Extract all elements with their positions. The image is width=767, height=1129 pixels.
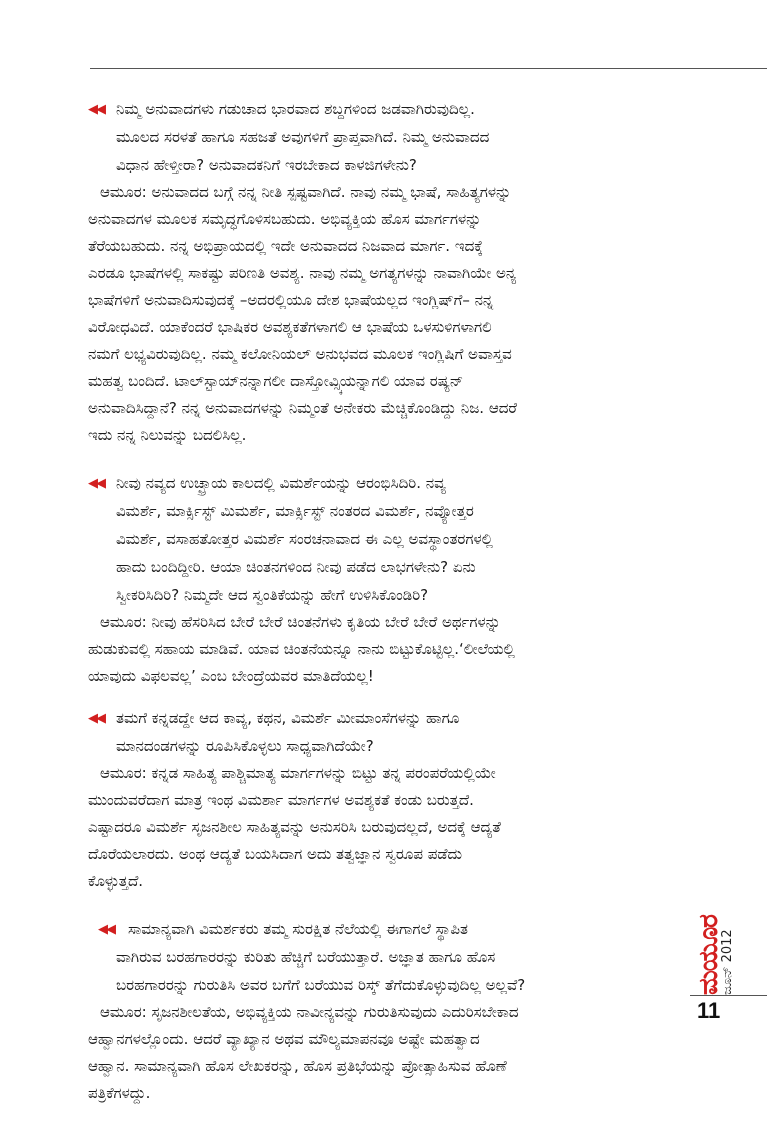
qa-block [88,915,648,1107]
question-line: ವಿಮರ್ಶೆ, ವಸಾಹತೋತ್ತರ ವಿಮರ್ಶೆ ಸಂರಚನಾವಾದ ಈ ಎಲ್ಲ ಅವಸ್ಥಾಂತರಗಳಲ್ಲಿ [116,530,493,548]
top-rule [90,68,767,69]
question [88,915,648,999]
question-line: ಮೂಲದ ಸರಳತೆ ಹಾಗೂ ಸಹಜತೆ ಅವುಗಳಿಗೆ ಪ್ರಾಪ್ತವಾಗಿದೆ. ನಿಮ್ಮ ಅನುವಾದದ [116,128,490,146]
interview-body [88,95,648,1129]
answer-line: ಮಹತ್ವ ಬಂದಿದೆ. ಟಾಲ್‌ಸ್ಟಾಯ್‌ನನ್ನಾಗಲೀ ದಾಸ್ತೋವ್ಸ್ಕಿಯನ್ನಾಗಲಿ ಯಾವ ರಷ್ಯನ್ [88,372,464,390]
question-line: ಹಾದು ಬಂದಿದ್ದೀರಿ. ಆಯಾ ಚಿಂತನಗಳಿಂದ ನೀವು ಪಡೆದ ಲಾಭಗಳೇನು? ಏನು [116,558,476,576]
question-marker-icon: ◀◀ [88,476,104,491]
question-line: ವಾಗಿರುವ ಬರಹಗಾರರನ್ನು ಕುರಿತು ಹೆಚ್ಚಿಗೆ ಬರೆಯುತ್ತಾರೆ. ಅಜ್ಞಾತ ಹಾಗೂ ಹೊಸ [116,948,496,966]
answer-line: ವಿರೋಧವಿದೆ. ಯಾಕೆಂದರೆ ಭಾಷಿಕರ ಅವಶ್ಯಕತೆಗಳಾಗಲಿ ಆ ಭಾಷೆಯ ಒಳಸುಳಿಗಳಾಗಲಿ [88,318,492,336]
answer-line: ಆಹ್ವಾನ. ಸಾಮಾನ್ಯವಾಗಿ ಹೊಸ ಲೇಖಕರನ್ನು, ಹೊಸ ಪ್ರತಿಭೆಯನ್ನು ಪ್ರೋತ್ಸಾಹಿಸುವ ಹೊಣೆ [88,1057,507,1075]
page-number: 11 [697,998,721,1023]
answer-line: ಇದು ನನ್ನ ನಿಲುವನ್ನು ಬದಲಿಸಿಲ್ಲ. [88,426,247,444]
answer-line: ದೊರೆಯಲಾರದು. ಅಂಥ ಆದ್ಯತೆ ಬಯಸಿದಾಗ ಅದು ತತ್ವಜ್ಞಾನ ಸ್ವರೂಪ ಪಡೆದು [88,845,462,863]
question-line: ನೀವು ನವ್ಯದ ಉಚ್ಛ್ರಾಯ ಕಾಲದಲ್ಲಿ ವಿಮರ್ಶೆಯನ್ನು ಆರಂಭಿಸಿದಿರಿ. ನವ್ಯ [116,474,446,492]
question [88,95,648,179]
answer [88,609,648,690]
answer-line: ಮುಂದುವರೆದಾಗ ಮಾತ್ರ ಇಂಥ ವಿಮರ್ಶಾ ಮಾರ್ಗಗಳ ಅವಶ್ಯಕತೆ ಕಂಡು ಬರುತ್ತದೆ. [88,791,474,809]
question-marker-icon: ◀◀ [98,922,114,937]
magazine-sidebar [694,815,734,995]
question-line: ವಿಧಾನ ಹೇಳ್ತೀರಾ? ಅನುವಾದಕನಿಗೆ ಇರಬೇಕಾದ ಕಾಳಜಿಗಳೇನು? [116,156,417,174]
issue-date: ಜೂನ್ 2012 [720,929,735,995]
answer-line: ಹುಡುಕುವಲ್ಲಿ ಸಹಾಯ ಮಾಡಿವೆ. ಯಾವ ಚಿಂತನೆಯನ್ನೂ ನಾನು ಬಿಟ್ಟುಕೊಟ್ಟಿಲ್ಲ.‘ಲೀಲೆಯಲ್ಲಿ [88,640,515,658]
answer [88,999,648,1107]
question [88,704,648,760]
answer [88,760,648,895]
answer-line: ಎಷ್ಟಾದರೂ ವಿಮರ್ಶೆ ಸೃಜನಶೀಲ ಸಾಹಿತ್ಯವನ್ನು ಅನುಸರಿಸಿ ಬರುವುದಲ್ಲದೆ, ಅದಕ್ಕೆ ಆದ್ಯತೆ [88,818,501,836]
question-line: ವಿಮರ್ಶೆ, ಮಾರ್ಕ್ಸಿಸ್ಟ್ ಮಿಮರ್ಶೆ, ಮಾರ್ಕ್ಸಿಸ್ಟ್ ನಂತರದ ವಿಮರ್ಶೆ, ನವ್ಯೋತ್ತರ [116,502,474,520]
question-line: ಬರಹಗಾರರನ್ನು ಗುರುತಿಸಿ ಅವರ ಬಗೆಗೆ ಬರೆಯುವ ರಿಸ್ಕ್ ತೆಗೆದುಕೊಳ್ಳುವುದಿಲ್ಲ ಅಲ್ಲವೆ? [116,976,526,994]
answer-line: ಪತ್ರಿಕೆಗಳದ್ದು. [88,1084,151,1102]
qa-block [88,469,648,690]
answer-line: ಅನುವಾದಗಳ ಮೂಲಕ ಸಮೃದ್ಧಗೊಳಿಸಬಹುದು. ಅಭಿವ್ಯಕ್ತಿಯ ಹೊಸ ಮಾರ್ಗಗಳನ್ನು [88,210,482,228]
answer-line: ಆಮೂರ: ಕನ್ನಡ ಸಾಹಿತ್ಯ ಪಾಶ್ಚಿಮಾತ್ಯ ಮಾರ್ಗಗಳನ್ನು ಬಿಟ್ಟು ತನ್ನ ಪರಂಪರೆಯಲ್ಲಿಯೇ [100,764,496,782]
question-line: ನಿಮ್ಮ ಅನುವಾದಗಳು ಗಡುಚಾದ ಭಾರವಾದ ಶಬ್ದಗಳಿಂದ ಜಡವಾಗಿರುವುದಿಲ್ಲ. [116,100,475,118]
answer-line: ಯಾವುದು ವಿಫಲವಲ್ಲ’ ಎಂಬ ಬೇಂದ್ರೆಯವರ ಮಾತಿದೆಯಲ್ಲ! [88,667,374,685]
answer-line: ಆಮೂರ: ಅನುವಾದದ ಬಗ್ಗೆ ನನ್ನ ನೀತಿ ಸ್ಪಷ್ಟವಾಗಿದೆ. ನಾವು ನಮ್ಮ ಭಾಷೆ, ಸಾಹಿತ್ಯಗಳನ್ನು [100,183,512,201]
magazine-brand: ಮಯೂರ [694,915,724,995]
answer-line: ಕೊಳ್ಳುತ್ತದೆ. [88,872,144,890]
answer-line: ಆಮೂರ: ನೀವು ಹೆಸರಿಸಿದ ಬೇರೆ ಬೇರೆ ಚಿಂತನೆಗಳು ಕೃತಿಯ ಬೇರೆ ಬೇರೆ ಅರ್ಥಗಳನ್ನು [100,613,501,631]
answer [88,179,648,449]
question-marker-icon: ◀◀ [88,102,104,117]
page-number-rule [690,995,767,996]
question-line: ಮಾನದಂಡಗಳನ್ನು ರೂಪಿಸಿಕೊಳ್ಳಲು ಸಾಧ್ಯವಾಗಿದೆಯೇ? [116,737,374,755]
answer-line: ನಮಗೆ ಲಭ್ಯವಿರುವುದಿಲ್ಲ. ನಮ್ಮ ಕಲೋನಿಯಲ್ ಅನುಭವದ ಮೂಲಕ ಇಂಗ್ಲಿಷಿಗೆ ಅವಾಸ್ತವ [88,345,512,363]
question-marker-icon: ◀◀ [88,711,104,726]
answer-line: ಭಾಷೆಗಳಿಗೆ ಅನುವಾದಿಸುವುದಕ್ಕೆ –ಅದರಲ್ಲಿಯೂ ದೇಶ ಭಾಷೆಯಲ್ಲದ ಇಂಗ್ಲಿಷ್‌ಗೆ– ನನ್ನ [88,291,494,309]
answer-line: ತೆರೆಯಬಹುದು. ನನ್ನ ಅಭಿಪ್ರಾಯದಲ್ಲಿ ಇದೇ ಅನುವಾದದ ನಿಜವಾದ ಮಾರ್ಗ. ಇದಕ್ಕೆ [88,237,484,255]
answer-line: ಆಹ್ವಾನಗಳಲ್ಲೊಂದು. ಆದರೆ ವ್ಯಾಖ್ಯಾನ ಅಥವ ಮೌಲ್ಯಮಾಪನವೂ ಅಷ್ಟೇ ಮಹತ್ವಾದ [88,1030,480,1048]
question [88,469,648,609]
qa-block [88,704,648,895]
question-line: ತಮಗೆ ಕನ್ನಡದ್ದೇ ಆದ ಕಾವ್ಯ, ಕಥನ, ವಿಮರ್ಶೆ ಮೀಮಾಂಸೆಗಳನ್ನು ಹಾಗೂ [116,709,460,727]
answer-line: ಅನುವಾದಿಸಿದ್ದಾನೆ? ನನ್ನ ಅನುವಾದಗಳನ್ನು ನಿಮ್ಮಂತೆ ಅನೇಕರು ಮೆಚ್ಚಿಕೊಂಡಿದ್ದು ನಿಜ. ಆದರೆ [88,399,517,417]
question-line: ಸ್ವೀಕರಿಸಿದಿರಿ? ನಿಮ್ಮದೇ ಆದ ಸ್ವಂತಿಕೆಯನ್ನು ಹೇಗೆ ಉಳಿಸಿಕೊಂಡಿರಿ? [116,586,429,604]
question-line: ಸಾಮಾನ್ಯವಾಗಿ ವಿಮರ್ಶಕರು ತಮ್ಮ ಸುರಕ್ಷಿತ ನೆಲೆಯಲ್ಲಿ ಈಗಾಗಲೆ ಸ್ಥಾಪಿತ [128,920,468,938]
answer-line: ಎರಡೂ ಭಾಷೆಗಳಲ್ಲಿ ಸಾಕಷ್ಟು ಪರಿಣತಿ ಅವಶ್ಯ. ನಾವು ನಮ್ಮ ಅಗತ್ಯಗಳನ್ನು ನಾವಾಗಿಯೇ ಅನ್ಯ [88,264,517,282]
answer-line: ಆಮೂರ: ಸೃಜನಶೀಲತೆಯ, ಅಭಿವ್ಯಕ್ತಿಯ ನಾವೀನ್ಯವನ್ನು ಗುರುತಿಸುವುದು ಎದುರಿಸಬೇಕಾದ [100,1003,519,1021]
qa-block [88,95,648,449]
